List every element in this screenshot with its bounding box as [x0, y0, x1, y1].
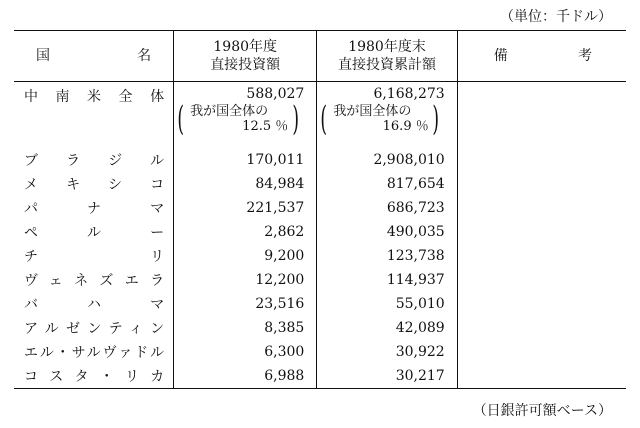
cumulative-amount: 42,089: [317, 316, 457, 340]
country-name: バハマ: [24, 297, 166, 313]
table-row: [14, 268, 626, 292]
annual-amount: 170,011: [174, 148, 317, 172]
header-cumulative-investment: [317, 31, 457, 82]
table-row: [14, 340, 626, 364]
remarks-cell: [457, 148, 626, 172]
annual-share-note: ( 我が国全体の 12.5 ％ ): [174, 104, 304, 134]
table-row: [14, 316, 626, 340]
annual-amount: 23,516: [174, 292, 317, 316]
cumulative-amount-cell: [317, 82, 457, 149]
remarks-cell: [457, 220, 626, 244]
annual-amount: 6,300: [174, 340, 317, 364]
annual-amount: 8,385: [174, 316, 317, 340]
header-cumulative-line1: 1980年度末: [348, 39, 426, 55]
table-row: [14, 148, 626, 172]
header-annual-line1: 1980年度: [213, 39, 278, 55]
annual-amount: 221,537: [174, 196, 317, 220]
cumulative-amount: 490,035: [317, 220, 457, 244]
remarks-cell: [457, 244, 626, 268]
annual-share-line2: 12.5 ％: [242, 119, 289, 134]
header-annual-line2: 直接投資額: [210, 57, 281, 73]
cumulative-amount: 30,922: [317, 340, 457, 364]
remarks-cell: [457, 292, 626, 316]
cumulative-amount-value: 6,168,273: [373, 86, 445, 102]
country-name: ヴェネズエラ: [24, 273, 166, 289]
country-name: コスタ・リカ: [14, 364, 174, 389]
remarks-cell: [457, 340, 626, 364]
cumulative-amount: 55,010: [317, 292, 457, 316]
annual-amount: 9,200: [174, 244, 317, 268]
annual-amount: 12,200: [174, 268, 317, 292]
country-name: パナマ: [24, 201, 166, 217]
country-name: チリ: [24, 249, 166, 265]
table-row: [14, 364, 626, 389]
annual-amount-cell: [174, 82, 317, 149]
header-country: [14, 31, 174, 82]
remarks-cell: [457, 268, 626, 292]
investment-table: [14, 30, 626, 389]
remarks-cell: [457, 172, 626, 196]
table-row: [14, 172, 626, 196]
header-country-char-2: 名: [137, 48, 152, 64]
cumulative-amount: 114,937: [317, 268, 457, 292]
country-name: ブラジル: [24, 153, 166, 169]
header-country-char-1: 国: [36, 48, 50, 64]
source-note: （日銀許可額ベース）: [472, 403, 612, 419]
cumulative-amount: 30,217: [317, 364, 457, 389]
table-row: [14, 220, 626, 244]
cumulative-share-line2: 16.9 ％: [382, 119, 429, 134]
annual-amount-value: 588,027: [246, 86, 305, 102]
country-name: メキシコ: [24, 177, 166, 193]
table-row: [14, 292, 626, 316]
header-annual-investment: [174, 31, 317, 82]
country-name: 中南米全体: [24, 89, 166, 105]
unit-note: （単位：千ドル）: [500, 9, 612, 25]
annual-share-line1: 我が国全体の: [190, 104, 269, 119]
header-cumulative-line2: 直接投資累計額: [338, 57, 437, 73]
cumulative-amount: 817,654: [317, 172, 457, 196]
header-row: [14, 31, 626, 82]
cumulative-amount: 123,738: [317, 244, 457, 268]
table-row: [14, 244, 626, 268]
remarks-cell: [457, 82, 626, 149]
country-name: エル・サルヴァドル: [24, 345, 166, 361]
cumulative-amount: 2,908,010: [317, 148, 457, 172]
cumulative-amount: 686,723: [317, 196, 457, 220]
table-row-total: [14, 82, 626, 149]
remarks-cell: [457, 364, 626, 389]
annual-amount: 2,862: [174, 220, 317, 244]
table-row: [14, 196, 626, 220]
header-remarks-char-1: 備: [493, 48, 508, 64]
country-name: ペルー: [24, 225, 166, 241]
cumulative-share-line1: 我が国全体の: [333, 104, 412, 119]
country-name: アルゼンティン: [24, 321, 166, 337]
cumulative-share-note: ( 我が国全体の 16.9 ％ ): [317, 104, 444, 134]
annual-amount: 84,984: [174, 172, 317, 196]
annual-amount: 6,988: [174, 364, 317, 389]
header-remarks-char-2: 考: [578, 48, 592, 64]
remarks-cell: [457, 316, 626, 340]
remarks-cell: [457, 196, 626, 220]
header-remarks: [457, 31, 626, 82]
